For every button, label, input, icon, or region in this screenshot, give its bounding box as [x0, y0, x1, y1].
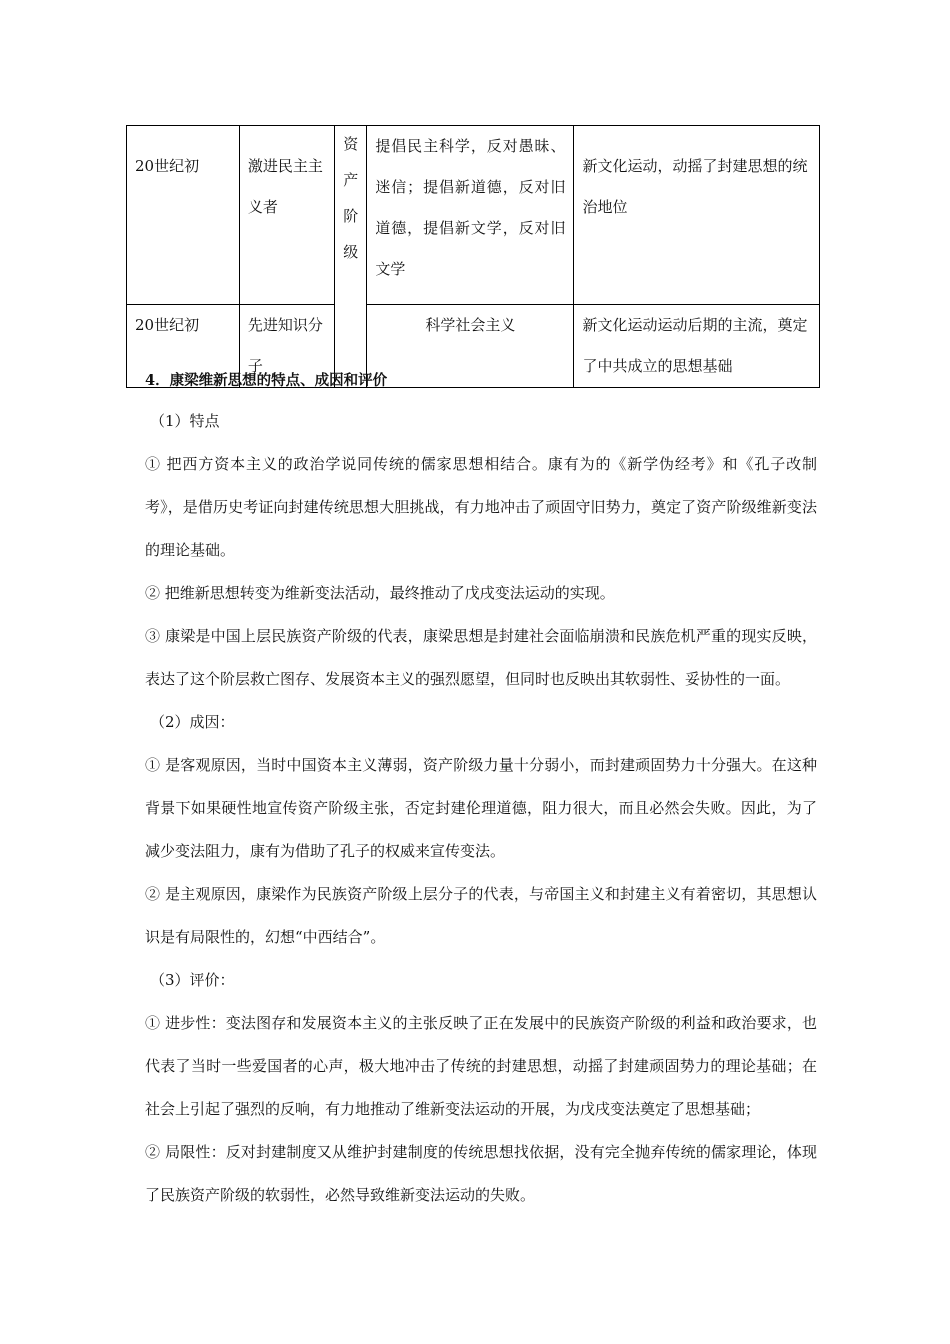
group-cell: 先进知识分子	[239, 305, 334, 388]
class-char: 产	[343, 171, 359, 189]
cause-paragraph: ① 是客观原因，当时中国资本主义薄弱，资产阶级力量十分弱小，而封建顽固势力十分强大。在这种背景下如果硬性地宣传资产阶级主张，否定封建伦理道德，阻力很大，而且必然会失败。因此，为了减少变法阻力，康有为借助了孔子的权威来宣传变法。	[145, 756, 817, 860]
evaluation-paragraph: ① 进步性：变法图存和发展资本主义的主张反映了正在发展中的民族资产阶级的利益和政治要求，也代表了当时一些爱国者的心声，极大地冲击了传统的封建思想，动摇了封建顽固势力的理论基础；在社会上引起了强烈的反响，有力地推动了维新变法运动的开展，为戊戌变法奠定了思想基础；	[145, 1014, 817, 1118]
causes-title: （2）成因：	[150, 713, 235, 731]
feature-paragraph: ① 把西方资本主义的政治学说同传统的儒家思想相结合。康有为的《新学伪经考》和《孔子改制考》，是借历史考证向封建传统思想大胆挑战，有力地冲击了顽固守旧势力，奠定了资产阶级维新变法的理论基础。	[145, 455, 817, 559]
influence-cell: 新文化运动，动摇了封建思想的统治地位	[574, 126, 820, 305]
class-char: 阶	[343, 207, 359, 225]
ideas-cell: 提倡民主科学，反对愚昧、迷信；提倡新道德，反对旧道德，提倡新文学，反对旧文学	[367, 126, 574, 305]
period-cell: 20世纪初	[127, 305, 240, 388]
cause-paragraph: ② 是主观原因，康梁作为民族资产阶级上层分子的代表，与帝国主义和封建主义有着密切，其思想认识是有局限性的，幻想“中西结合”。	[145, 885, 817, 946]
evaluation-title: （3）评价：	[150, 971, 235, 989]
table-row	[127, 126, 820, 305]
history-table	[126, 125, 820, 388]
group-cell: 激进民主主义者	[239, 126, 334, 305]
ideas-cell: 科学社会主义	[367, 305, 574, 388]
class-vertical-text	[342, 126, 360, 270]
class-cell	[335, 126, 367, 388]
feature-paragraph: ③ 康梁是中国上层民族资产阶级的代表，康梁思想是封建社会面临崩溃和民族危机严重的现实反映，表达了这个阶层救亡图存、发展资本主义的强烈愿望，但同时也反映出其软弱性、妥协性的一面。	[145, 627, 817, 688]
influence-cell: 新文化运动运动后期的主流，奠定了中共成立的思想基础	[574, 305, 820, 388]
feature-paragraph: ② 把维新思想转变为维新变法活动，最终推动了戊戌变法运动的实现。	[145, 584, 615, 602]
period-cell: 20世纪初	[127, 126, 240, 305]
section-body	[145, 362, 817, 1217]
class-char: 资	[343, 135, 359, 153]
evaluation-paragraph: ② 局限性：反对封建制度又从维护封建制度的传统思想找依据，没有完全抛弃传统的儒家理论，体现了民族资产阶级的软弱性，必然导致维新变法运动的失败。	[145, 1143, 817, 1204]
class-char: 级	[343, 243, 359, 261]
section-heading: 4．康梁维新思想的特点、成因和评价	[145, 372, 388, 389]
features-title: （1）特点	[150, 412, 220, 430]
